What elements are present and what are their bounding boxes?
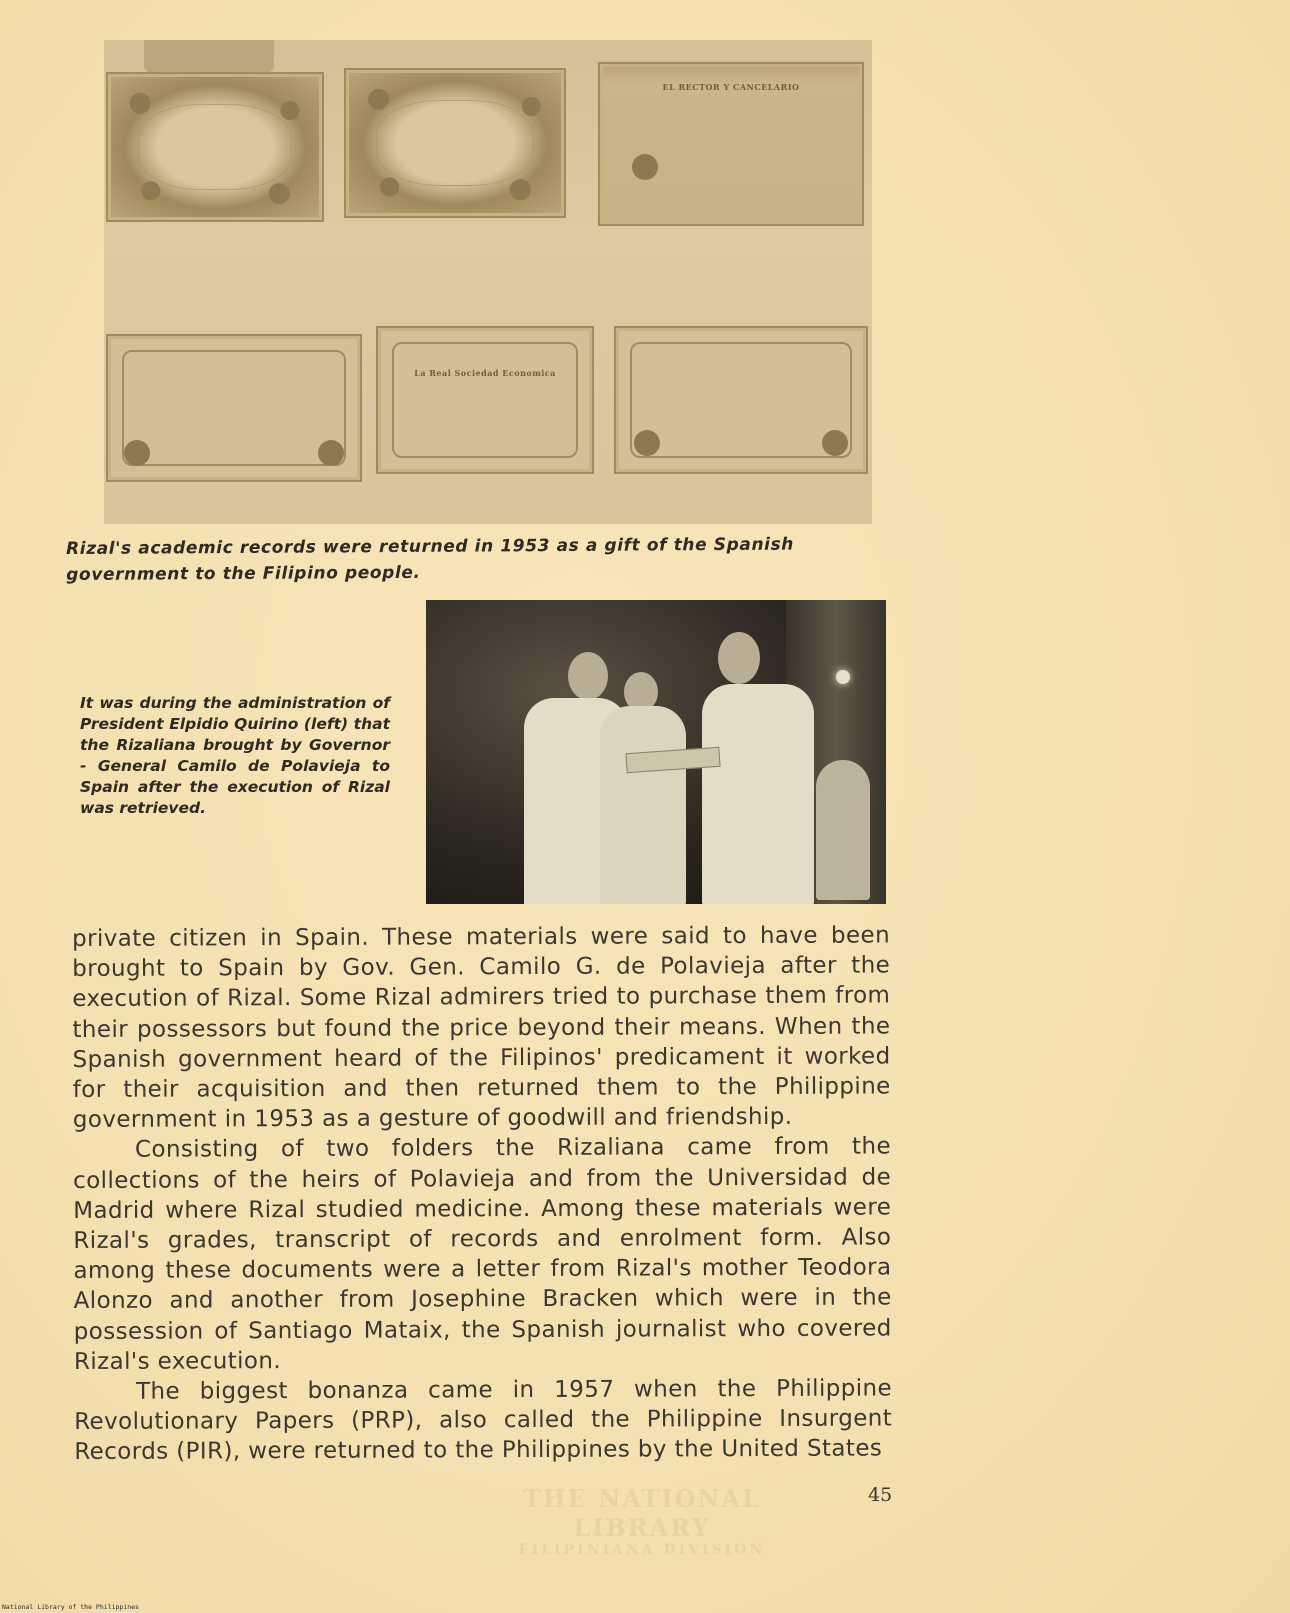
certificate-floral-1	[106, 72, 324, 222]
certificate-seal	[634, 430, 660, 456]
certificate-diploma	[598, 62, 864, 226]
quirino-caption: It was during the administration of President Elpidio Quirino (left) that the Rizaliana brought by Governor - General Camilo de Polavieja to Spain after the execution of Rizal was retrieved.	[80, 694, 390, 817]
certificate-seal	[822, 430, 848, 456]
paragraph-1: private citizen in Spain. These materials were said to have been brought to Spain by Gov. Gen. Camilo G. de Polavieja after the execution of Rizal. Some Rizal admirers tried to purchase them from their possessors but found the price beyond their means. When the Spanish government heard of the Filipinos' predicament it worked for their acquisition and then returned them to the Philippine government in 1953 as a gesture of goodwill and friendship.	[72, 922, 891, 1134]
certificate-plain-3	[614, 326, 868, 474]
diploma-seal	[632, 154, 658, 180]
diploma-title: EL RECTOR Y CANCELARIO	[662, 82, 800, 92]
stamp-line-3: FILIPINIANA DIVISION	[518, 1542, 766, 1558]
library-stamp	[452, 1484, 832, 1584]
certificate-plain-2	[376, 326, 594, 474]
person-body	[816, 760, 870, 900]
academic-records-photo	[104, 40, 872, 524]
certificate-plain-1	[106, 334, 362, 482]
certificate-seal	[318, 440, 344, 466]
person-body	[702, 684, 814, 904]
body-text	[72, 920, 892, 1467]
certificate-frame	[392, 342, 578, 458]
certificate-frame	[122, 350, 346, 466]
paragraph-3: The biggest bonanza came in 1957 when the Philippine Revolutionary Papers (PRP), also called the Philippine Insurgent Records (PIR), were returned to the Philippines by the United States	[74, 1375, 893, 1466]
certificate-frame	[630, 342, 852, 458]
ceremony-photo	[426, 600, 886, 904]
certificate-plain-title: La Real Sociedad Economica	[414, 368, 556, 378]
paragraph-2: Consisting of two folders the Rizaliana came from the collections of the heirs of Polavieja and from the Universidad de Madrid where Rizal studied medicine. Among these materials were Rizal's grades, transcript of records and enrolment form. Also among these documents were a letter from Rizal's mother Teodora Alonzo and another from Josephine Bracken which were in the possession of Santiago Mataix, the Spanish journalist who covered Rizal's execution.	[73, 1133, 892, 1375]
person-body	[600, 706, 686, 904]
page-number: 45	[868, 1484, 893, 1506]
stamp-line-2: THE NATIONAL LIBRARY	[523, 1484, 761, 1542]
ceremony-lamp	[836, 670, 850, 684]
person-head	[718, 632, 760, 684]
person-middle	[594, 664, 694, 904]
certificate-inner-border	[376, 100, 534, 186]
certificate-inner-border	[138, 104, 292, 190]
certificate-seal	[124, 440, 150, 466]
person-background	[808, 750, 878, 900]
footer-credit: National Library of the Philippines	[2, 1603, 139, 1611]
academic-records-caption: Rizal's academic records were returned in 1953 as a gift of the Spanish government to the Filipino people.	[66, 534, 795, 585]
certificate-floral-2	[344, 68, 566, 218]
